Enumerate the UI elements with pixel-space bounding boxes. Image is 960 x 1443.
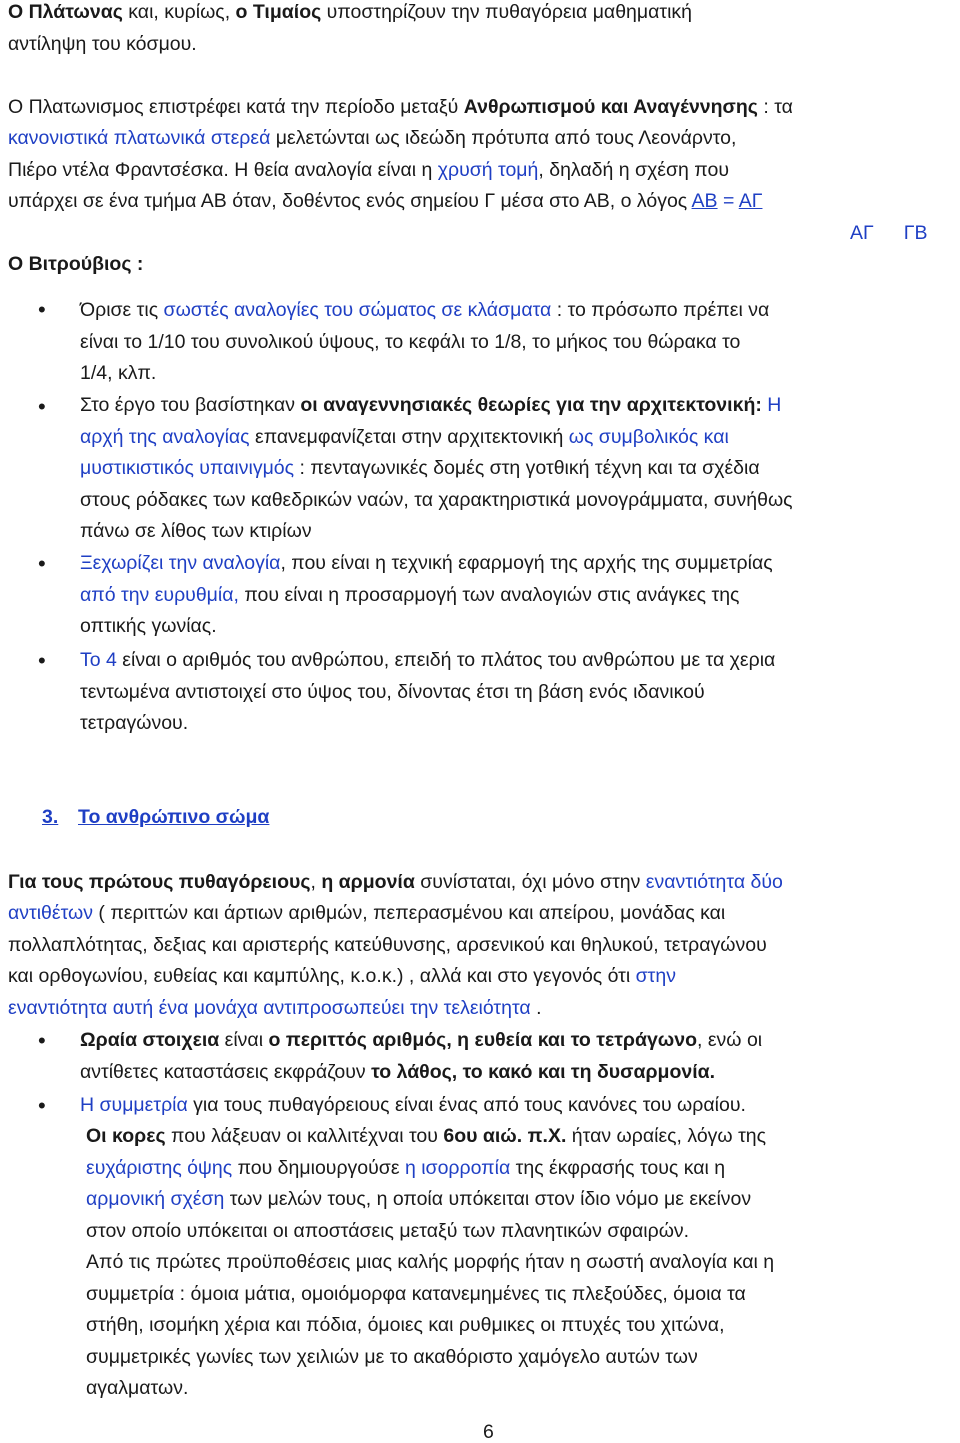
vitruvius-b2-line-2: αρχή της αναλογίας επανεμφανίζεται στην αρχιτεκτονική ως συμβολικός και	[80, 426, 729, 448]
pyth-line-3: πολλαπλότητας, δεξιας και αριστερής κατεύθυνσης, αρσενικού και θηλυκού, τετραγώνου	[8, 934, 767, 956]
bullet: •	[38, 648, 46, 673]
bullet: •	[38, 394, 46, 419]
section-3-number: 3.	[42, 806, 59, 828]
bullet: •	[38, 551, 46, 576]
vitruvius-heading: Ο Βιτρούβιος :	[8, 253, 144, 275]
vitruvius-b4-line-1: Το 4 είναι ο αριθμός του ανθρώπου, επειδή το πλάτος του ανθρώπου με τα χερια	[80, 649, 776, 671]
pyth-b2-line-10: αγαλματων.	[86, 1377, 189, 1399]
pyth-b2-line-8: στήθη, ισομήκη χέρια και πόδια, όμοιες και ρυθμικες οι πτυχές του χιτώνα,	[86, 1314, 725, 1336]
pyth-b2-line-3: ευχάριστης όψης που δημιουργούσε η ισορροπία της έκφρασής τους και η	[86, 1157, 726, 1179]
intro-line-1: Ο Πλάτωνας και, κυρίως, ο Τιμαίος υποστηρίζουν την πυθαγόρεια μαθηματική	[8, 1, 693, 23]
pyth-b2-line-9: συμμετρικές γωνίες των χειλιών με το ακαθόριστο χαμόγελο αυτών των	[86, 1346, 698, 1368]
pyth-b2-line-2: Οι κορες που λάξευαν οι καλλιτέχναι του 6ου αιώ. π.Χ. ήταν ωραίες, λόγω της	[86, 1125, 767, 1147]
platonism-line-2: κανονιστικά πλατωνικά στερεά μελετώνται ως ιδεώδη πρότυπα από τους Λεονάρντο,	[8, 127, 737, 149]
page-number: 6	[483, 1421, 494, 1443]
pyth-b2-line-7: συμμετρία : όμοια μάτια, ομοιόμορφα κατανεμημένες τις πλεξούδες, όμοια τα	[86, 1283, 746, 1305]
pyth-line-5: εναντιότητα αυτή ένα μονάχα αντιπροσωπεύει την τελειότητα .	[8, 997, 542, 1019]
bullet: •	[38, 297, 46, 322]
vitruvius-b1-line-1: Όρισε τις σωστές αναλογίες του σώματος σε κλάσματα : το πρόσωπο πρέπει να	[80, 299, 770, 321]
pyth-b2-line-1: Η συμμετρία για τους πυθαγόρειους είναι ένας από τους κανόνες του ωραίου.	[80, 1094, 746, 1116]
platonism-line-1: Ο Πλατωνισμος επιστρέφει κατά την περίοδο μεταξύ Ανθρωπισμού και Αναγέννησης : τα	[8, 96, 793, 118]
bullet: •	[38, 1028, 46, 1053]
platonism-line-4: υπάρχει σε ένα τμήμα ΑΒ όταν, δοθέντος ενός σημείου Γ μέσα στο ΑΒ, ο λόγος ΑΒ = ΑΓ	[8, 190, 763, 212]
vitruvius-b2-line-1: Στο έργο του βασίστηκαν οι αναγεννησιακές θεωρίες για την αρχιτεκτονική: Η	[80, 394, 782, 416]
vitruvius-b1-line-3: 1/4, κλπ.	[80, 362, 157, 384]
platonism-line-3: Πιέρο ντέλα Φραντσέσκα. Η θεία αναλογία είναι η χρυσή τομή, δηλαδή η σχέση που	[8, 159, 729, 181]
vitruvius-b2-line-3: μυστικιστικός υπαινιγμός : πενταγωνικές δομές στη γοτθική τέχνη και τα σχέδια	[80, 457, 760, 479]
vitruvius-b2-line-4: στους ρόδακες των καθεδρικών ναών, τα χαρακτηριστικά μονογράμματα, συνήθως	[80, 489, 793, 511]
vitruvius-b3-line-1: Ξεχωρίζει την αναλογία, που είναι η τεχνική εφαρμογή της αρχής της συμμετρίας	[80, 552, 773, 574]
pyth-b1-line-2: αντίθετες καταστάσεις εκφράζουν το λάθος, το κακό και τη δυσαρμονία.	[80, 1061, 716, 1083]
vitruvius-b3-line-3: οπτικής γωνίας.	[80, 615, 217, 637]
vitruvius-b2-line-5: πάνω σε λίθος των κτιρίων	[80, 520, 312, 542]
vitruvius-b1-line-2: είναι το 1/10 του συνολικού ύψους, το κεφάλι το 1/8, το μήκος του θώρακα το	[80, 331, 741, 353]
bullet: •	[38, 1093, 46, 1118]
vitruvius-b4-line-3: τετραγώνου.	[80, 712, 189, 734]
vitruvius-b4-line-2: τεντωμένα αντιστοιχεί στο ύψος του, δίνοντας έτσι τη βάση ενός ιδανικού	[80, 681, 705, 703]
pyth-b2-line-4: αρμονική σχέση των μελών τους, η οποία υπόκειται στον ίδιο νόμο με εκείνον	[86, 1188, 752, 1210]
pyth-b2-line-6: Από τις πρώτες προϋποθέσεις μιας καλής μορφής ήταν η σωστή αναλογία και η	[86, 1251, 775, 1273]
section-3-title: Το ανθρώπινο σώμα	[78, 806, 270, 828]
ratio-denominators: ΑΓ ΓΒ	[850, 222, 928, 244]
pyth-b2-line-5: στον οποίο υπόκειται οι αποστάσεις μεταξύ των πλανητικών σφαιρών.	[86, 1220, 690, 1242]
pyth-line-4: και ορθογωνίου, ευθείας και καμπύλης, κ.ο.κ.) , αλλά και στο γεγονός ότι στην	[8, 965, 676, 987]
intro-line-2: αντίληψη του κόσμου.	[8, 33, 197, 55]
pyth-b1-line-1: Ωραία στοιχεια είναι ο περιττός αριθμός, η ευθεία και το τετράγωνο, ενώ οι	[80, 1029, 763, 1051]
vitruvius-b3-line-2: από την ευρυθμία, που είναι η προσαρμογή των αναλογιών στις ανάγκες της	[80, 584, 740, 606]
pyth-line-2: αντιθέτων ( περιττών και άρτιων αριθμών, πεπερασμένου και απείρου, μονάδας και	[8, 902, 726, 924]
pyth-line-1: Για τους πρώτους πυθαγόρειους, η αρμονία συνίσταται, όχι μόνο στην εναντιότητα δύο	[8, 871, 783, 893]
